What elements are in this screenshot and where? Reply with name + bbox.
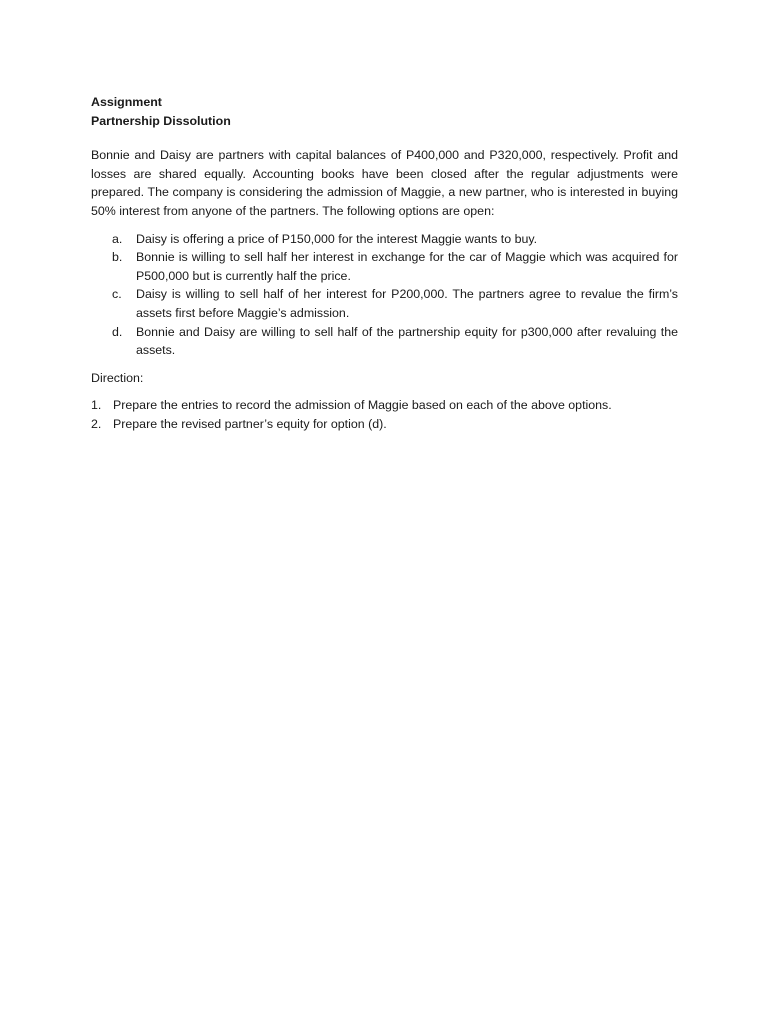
option-marker: b.	[112, 250, 123, 265]
option-text: Bonnie and Daisy are willing to sell half of the partnership equity for p300,000 after revaluing the assets.	[136, 324, 678, 358]
intro-paragraph: Bonnie and Daisy are partners with capital balances of P400,000 and P320,000, respectively. Profit and losses are shared equally. Accounting books have been closed after the regular adjustments were prepared. The company is considering the admission of Maggie, a new partner, who is interested in buying 50% interest from anyone of the partners. The following options are open:	[91, 148, 678, 218]
option-text: Daisy is offering a price of P150,000 for the interest Maggie wants to buy.	[136, 231, 538, 246]
option-item-c	[91, 285, 678, 322]
directions-list	[91, 396, 678, 433]
option-marker: c.	[112, 287, 122, 302]
direction-text: Prepare the entries to record the admission of Maggie based on each of the above options.	[113, 398, 612, 413]
options-list	[91, 230, 678, 360]
document-page	[91, 93, 678, 434]
direction-label: Direction:	[91, 370, 144, 385]
document-subtitle: Partnership Dissolution	[91, 113, 231, 128]
direction-marker: 1.	[91, 398, 102, 413]
option-item-b	[91, 248, 678, 285]
option-marker: d.	[112, 324, 123, 339]
option-text: Bonnie is willing to sell half her interest in exchange for the car of Maggie which was acquired for P500,000 but is currently half the price.	[136, 250, 678, 283]
option-text: Daisy is willing to sell half of her interest for P200,000. The partners agree to revalue the firm’s assets first before Maggie’s admission.	[136, 287, 678, 320]
option-item-d	[91, 323, 678, 360]
option-marker: a.	[112, 231, 123, 246]
direction-item-1	[91, 396, 678, 415]
document-title: Assignment	[91, 95, 162, 109]
option-item-a	[91, 230, 678, 249]
direction-text: Prepare the revised partner’s equity for option (d).	[113, 416, 387, 431]
direction-item-2	[91, 415, 678, 434]
direction-marker: 2.	[91, 416, 102, 431]
